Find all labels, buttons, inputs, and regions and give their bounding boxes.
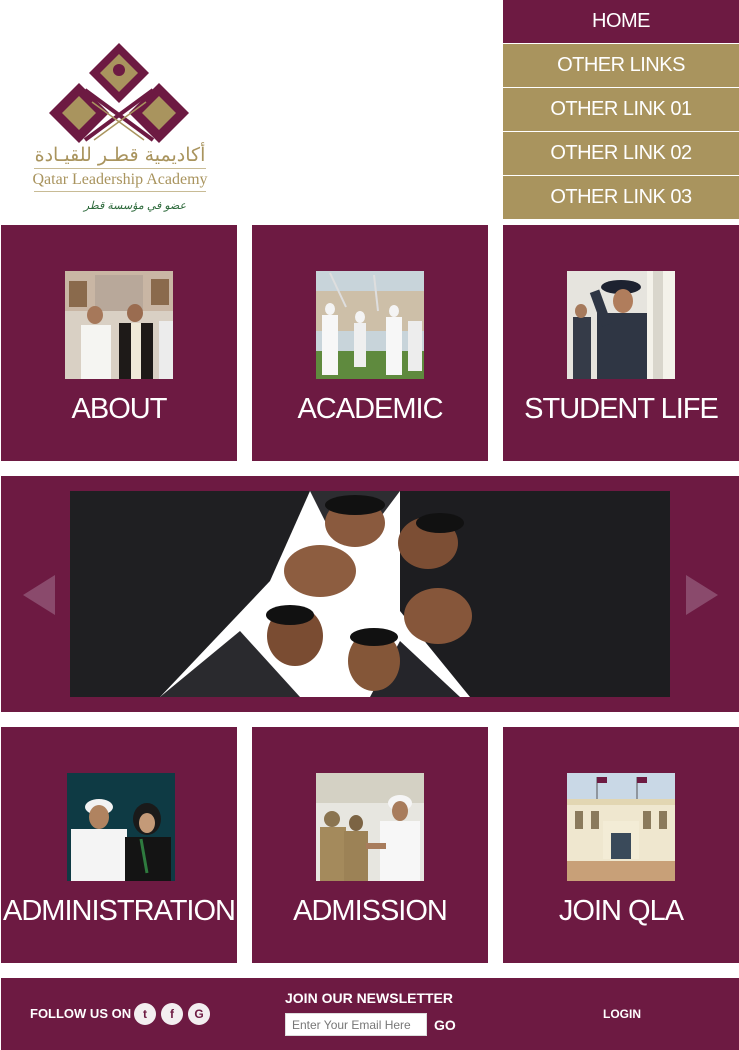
tile-join-qla-label: JOIN QLA (558, 895, 684, 927)
tile-admission[interactable] (252, 727, 488, 963)
login-link[interactable]: LOGIN (603, 1007, 641, 1021)
tile-admission-label: ADMISSION (293, 895, 447, 927)
tile-about[interactable] (1, 225, 237, 461)
follow-us-label: FOLLOW US ON (30, 1006, 132, 1021)
tile-about-label: ABOUT (71, 393, 167, 425)
nav-home[interactable]: HOME (503, 0, 739, 43)
leaders-photo (67, 773, 175, 881)
nav-other-links[interactable]: OTHER LINKS (503, 44, 739, 87)
nav-other-link-02[interactable]: OTHER LINK 02 (503, 132, 739, 175)
tile-academic-label: ACADEMIC (297, 393, 443, 425)
nav-other-link-03[interactable]: OTHER LINK 03 (503, 176, 739, 219)
logo-subtitle: عضو في مؤسسة قطر (83, 200, 187, 212)
students-huddle-photo (70, 491, 670, 697)
logo-divider-bottom (34, 191, 206, 192)
dignitaries-photo (65, 271, 173, 379)
salute-photo (567, 271, 675, 379)
facebook-icon[interactable]: f (161, 1003, 183, 1025)
building-photo (567, 773, 675, 881)
logo-arabic-name: أكاديمية قطـر للقيـادة (34, 144, 206, 166)
logo-divider (34, 168, 206, 169)
newsletter-title: JOIN OUR NEWSLETTER (285, 990, 454, 1006)
google-icon[interactable]: G (188, 1003, 210, 1025)
tile-administration[interactable] (1, 727, 237, 963)
newsletter-go-button[interactable]: GO (434, 1017, 456, 1033)
footer (1, 978, 739, 1050)
tile-student-life-label: STUDENT LIFE (524, 393, 718, 425)
qla-emblem-icon (30, 40, 210, 150)
image-slider (1, 476, 739, 712)
tile-student-life[interactable] (503, 225, 739, 461)
twitter-icon[interactable]: t (134, 1003, 156, 1025)
slide-image (70, 491, 670, 697)
arrow-left-icon[interactable] (23, 575, 55, 615)
tile-join-qla[interactable] (503, 727, 739, 963)
tile-academic[interactable] (252, 225, 488, 461)
tile-administration-label: ADMINISTRATION (3, 895, 235, 927)
logo-english-name: Qatar Leadership Academy (32, 171, 208, 188)
main-nav (503, 0, 739, 220)
sword-dance-photo (316, 271, 424, 379)
arrow-right-icon[interactable] (686, 575, 718, 615)
newsletter-email-input[interactable] (285, 1013, 427, 1036)
qla-logo[interactable] (30, 40, 220, 220)
nav-other-link-01[interactable]: OTHER LINK 01 (503, 88, 739, 131)
handshake-photo (316, 773, 424, 881)
